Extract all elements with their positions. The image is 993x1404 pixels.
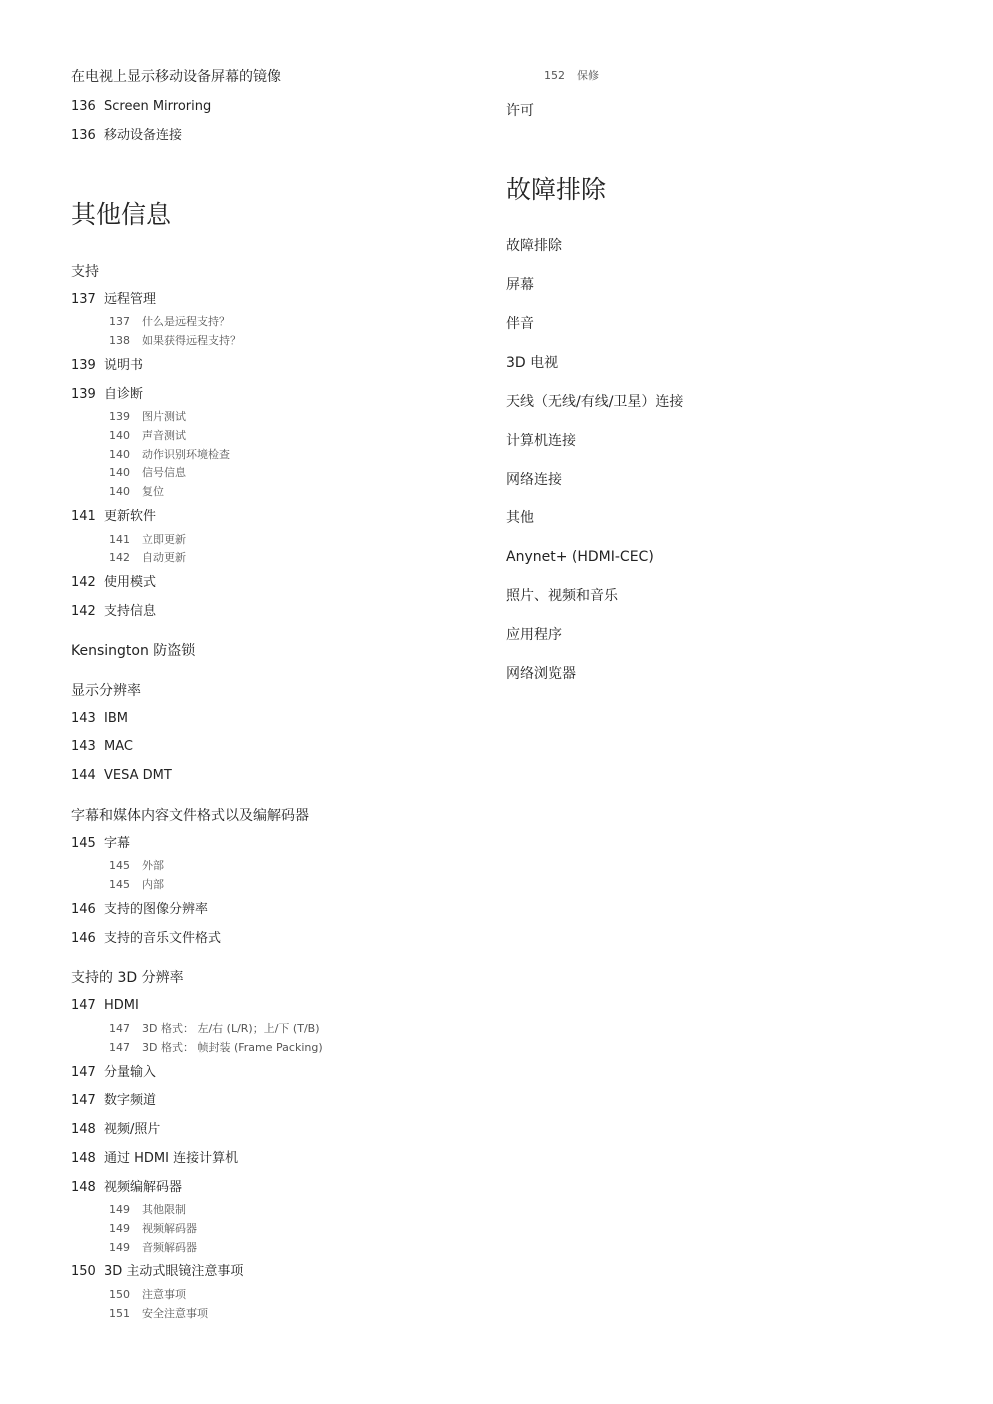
page-number: 149 [109, 1222, 130, 1235]
entry-title: 信号信息 [142, 466, 186, 479]
toc-entry[interactable] [71, 837, 130, 850]
toc-subentry[interactable] [109, 449, 230, 460]
toc-entry[interactable] [71, 129, 182, 142]
entry-title: Kensington 防盗锁 [71, 643, 196, 659]
toc-entry[interactable] [71, 712, 128, 725]
page-number: 145 [109, 859, 130, 872]
toc-section-link[interactable] [506, 589, 618, 603]
entry-title: 安全注意事项 [142, 1307, 208, 1320]
page-number: 149 [109, 1203, 130, 1216]
toc-entry[interactable] [71, 903, 208, 916]
page-number: 149 [109, 1241, 130, 1254]
toc-entry[interactable] [71, 932, 221, 945]
page-number: 150 [71, 1264, 96, 1279]
toc-subentry[interactable] [109, 1308, 208, 1319]
page-number: 145 [71, 836, 96, 851]
page-number: 140 [109, 448, 130, 461]
entry-title: 网络连接 [506, 472, 562, 488]
entry-title: 支持的 3D 分辨率 [71, 970, 184, 986]
toc-entry[interactable] [71, 1094, 156, 1107]
page-number: 147 [71, 1093, 96, 1108]
entry-title: 3D 电视 [506, 355, 559, 371]
toc-entry[interactable] [71, 1066, 156, 1079]
entry-title: 其他信息 [71, 200, 172, 229]
page-number: 151 [109, 1307, 130, 1320]
toc-subentry[interactable] [109, 411, 186, 422]
toc-entry[interactable] [71, 740, 133, 753]
toc-subentry[interactable] [109, 1023, 319, 1034]
entry-title: 什么是远程支持？ [142, 315, 230, 328]
toc-section-link[interactable] [71, 70, 281, 84]
entry-title: 图片测试 [142, 410, 186, 423]
toc-section-link[interactable] [506, 434, 576, 448]
page-number: 141 [71, 509, 96, 524]
page-number: 136 [71, 99, 96, 114]
page-number: 147 [109, 1041, 130, 1054]
entry-title: Anynet+ (HDMI-CEC) [506, 549, 654, 565]
entry-title: 保修 [577, 69, 599, 82]
page-number: 140 [109, 429, 130, 442]
toc-section-link[interactable] [71, 644, 195, 658]
entry-title: 数字频道 [104, 1093, 157, 1108]
toc-section-link[interactable] [506, 356, 558, 370]
page-number: 146 [71, 902, 96, 917]
page-number: 139 [109, 410, 130, 423]
page-number: 142 [71, 604, 96, 619]
entry-title: 立即更新 [142, 533, 186, 546]
toc-entry[interactable] [71, 576, 156, 589]
chapter-heading[interactable] [71, 202, 171, 227]
entry-title: 更新软件 [104, 509, 157, 524]
chapter-heading[interactable] [506, 177, 606, 202]
entry-title: 支持 [71, 264, 99, 280]
page-number: 147 [109, 1022, 130, 1035]
page-number: 148 [71, 1180, 96, 1195]
entry-title: 故障排除 [506, 175, 607, 204]
entry-title: 说明书 [104, 358, 144, 373]
entry-title: Screen Mirroring [104, 99, 212, 114]
page-number: 140 [109, 485, 130, 498]
entry-title: 外部 [142, 859, 164, 872]
toc-section-link[interactable] [506, 395, 683, 409]
entry-title: 其他限制 [142, 1203, 186, 1216]
toc-subentry[interactable] [109, 534, 186, 545]
toc-subentry[interactable] [109, 879, 164, 890]
toc-section-link[interactable] [506, 278, 534, 292]
toc-entry[interactable] [71, 1181, 182, 1194]
entry-title: 字幕和媒体内容文件格式以及编解码器 [71, 808, 309, 824]
page-number: 139 [71, 387, 96, 402]
entry-title: 远程管理 [104, 292, 157, 307]
page-number: 152 [544, 69, 565, 82]
entry-title: 显示分辨率 [71, 683, 141, 699]
toc-section-link[interactable] [506, 317, 534, 331]
toc-entry[interactable] [71, 293, 156, 306]
entry-title: HDMI [104, 998, 139, 1013]
toc-section-link[interactable] [71, 684, 141, 698]
page-number: 150 [109, 1288, 130, 1301]
entry-title: 许可 [506, 103, 534, 119]
page-number: 137 [71, 292, 96, 307]
entry-title: 如果获得远程支持？ [142, 334, 241, 347]
toc-entry[interactable] [71, 1123, 160, 1136]
toc-entry[interactable] [71, 605, 156, 618]
toc-subentry[interactable] [109, 467, 186, 478]
toc-entry[interactable] [71, 769, 172, 782]
entry-title: 屏幕 [506, 277, 534, 293]
toc-subentry[interactable] [109, 1242, 197, 1253]
entry-title: 伴音 [506, 316, 534, 332]
entry-title: 注意事项 [142, 1288, 186, 1301]
toc-entry[interactable] [71, 359, 143, 372]
entry-title: 视频/照片 [104, 1122, 161, 1137]
entry-title: 声音测试 [142, 429, 186, 442]
entry-title: 应用程序 [506, 627, 562, 643]
toc-entry[interactable] [71, 100, 211, 113]
entry-title: 天线（无线/有线/卫星）连接 [506, 394, 684, 410]
entry-title: 3D 主动式眼镜注意事项 [104, 1264, 244, 1279]
page-number: 138 [109, 334, 130, 347]
toc-subentry[interactable] [109, 316, 230, 327]
entry-title: 计算机连接 [506, 433, 576, 449]
toc-section-link[interactable] [71, 971, 184, 985]
toc-entry[interactable] [71, 1152, 238, 1165]
entry-title: MAC [104, 739, 133, 754]
entry-title: 复位 [142, 485, 164, 498]
toc-subentry[interactable] [109, 1042, 323, 1053]
entry-title: 网络浏览器 [506, 666, 576, 682]
page-number: 143 [71, 739, 96, 754]
toc-entry[interactable] [71, 999, 139, 1012]
page-number: 144 [71, 768, 96, 783]
page-number: 147 [71, 998, 96, 1013]
page-number: 146 [71, 931, 96, 946]
entry-title: VESA DMT [104, 768, 172, 783]
page-number: 141 [109, 533, 130, 546]
entry-title: 音频解码器 [142, 1241, 197, 1254]
entry-title: 移动设备连接 [104, 128, 183, 143]
entry-title: 支持信息 [104, 604, 157, 619]
toc-section-link[interactable] [506, 239, 562, 253]
toc-entry[interactable] [71, 388, 143, 401]
entry-title: 在电视上显示移动设备屏幕的镜像 [71, 69, 281, 85]
page-number: 148 [71, 1151, 96, 1166]
entry-title: 视频解码器 [142, 1222, 197, 1235]
entry-title: 自动更新 [142, 551, 186, 564]
entry-title: 支持的图像分辨率 [104, 902, 209, 917]
toc-section-link[interactable] [506, 628, 562, 642]
entry-title: 分量输入 [104, 1065, 157, 1080]
entry-title: 其他 [506, 510, 534, 526]
page-number: 137 [109, 315, 130, 328]
entry-title: 照片、视频和音乐 [506, 588, 618, 604]
page-number: 142 [71, 575, 96, 590]
toc-section-link[interactable] [71, 265, 99, 279]
toc-subentry[interactable] [109, 1223, 197, 1234]
entry-title: 自诊断 [104, 387, 144, 402]
page-number: 147 [71, 1065, 96, 1080]
toc-subentry[interactable] [109, 1204, 186, 1215]
toc-subentry[interactable] [109, 860, 164, 871]
toc-subentry[interactable] [544, 70, 599, 81]
page-number: 148 [71, 1122, 96, 1137]
entry-title: 3D 格式： 左/右 (L/R)；上/下 (T/B) [142, 1022, 320, 1035]
entry-title: IBM [104, 711, 128, 726]
entry-title: 内部 [142, 878, 164, 891]
page-number: 145 [109, 878, 130, 891]
toc-section-link[interactable] [506, 473, 562, 487]
entry-title: 故障排除 [506, 238, 562, 254]
entry-title: 通过 HDMI 连接计算机 [104, 1151, 239, 1166]
entry-title: 动作识别环境检查 [142, 448, 230, 461]
page-number: 140 [109, 466, 130, 479]
entry-title: 视频编解码器 [104, 1180, 183, 1195]
toc-subentry[interactable] [109, 1289, 186, 1300]
page-number: 142 [109, 551, 130, 564]
toc-section-link[interactable] [506, 104, 534, 118]
toc-subentry[interactable] [109, 430, 186, 441]
toc-subentry[interactable] [109, 335, 241, 346]
entry-title: 支持的音乐文件格式 [104, 931, 222, 946]
entry-title: 3D 格式： 帧封装 (Frame Packing) [142, 1041, 323, 1054]
page-number: 139 [71, 358, 96, 373]
toc-entry[interactable] [71, 1265, 243, 1278]
toc-entry[interactable] [71, 510, 156, 523]
page-number: 143 [71, 711, 96, 726]
entry-title: 使用模式 [104, 575, 157, 590]
toc-subentry[interactable] [109, 486, 164, 497]
toc-section-link[interactable] [71, 809, 309, 823]
entry-title: 字幕 [104, 836, 131, 851]
toc-section-link[interactable] [506, 511, 534, 525]
toc-section-link[interactable] [506, 667, 576, 681]
toc-subentry[interactable] [109, 552, 186, 563]
toc-section-link[interactable] [506, 550, 654, 564]
page-number: 136 [71, 128, 96, 143]
